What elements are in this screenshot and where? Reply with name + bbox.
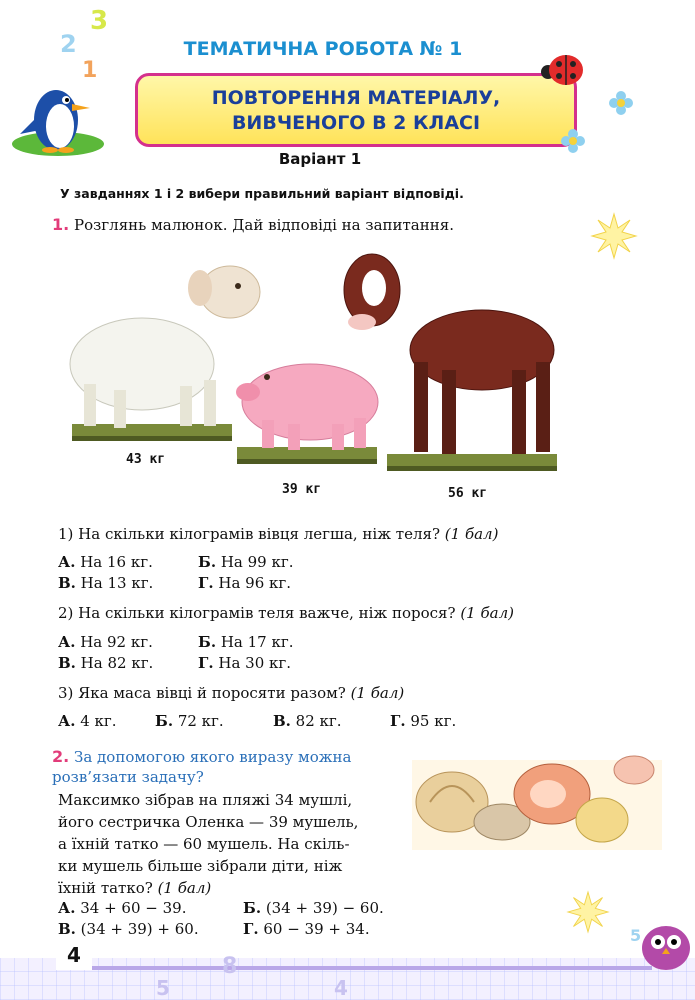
banner-line-2: ВИВЧЕНОГО В 2 КЛАСІ: [231, 112, 481, 134]
variant-label: Варіант 1: [278, 150, 362, 168]
deco-digit: 4: [334, 976, 348, 1000]
deco-digit: 5: [630, 926, 642, 945]
q3-option-a[interactable]: А. 4 кг.: [58, 712, 117, 730]
calf-weight: 56 кг: [448, 486, 488, 501]
question-1-points: (1 бал): [444, 525, 499, 543]
instructions: У завданнях 1 і 2 вибери правильний варіант відповіді.: [60, 186, 464, 201]
animals-illustration: [62, 252, 562, 477]
q3-option-b[interactable]: Б. 72 кг.: [155, 712, 224, 730]
question-2-points: (1 бал): [460, 604, 514, 622]
q3-option-d[interactable]: Г. 95 кг.: [390, 712, 457, 730]
q2-option-c[interactable]: В. На 82 кг.: [58, 654, 154, 672]
task2-option-d[interactable]: Г. 60 − 39 + 34.: [243, 920, 370, 938]
topic-banner: [135, 73, 577, 147]
flower-icon: [560, 128, 586, 154]
task1-prompt: [52, 215, 454, 234]
sun-icon: [592, 214, 636, 258]
question-3: 3) Яка маса вівці й поросяти разом? (1 бал): [58, 684, 405, 702]
task2-number: 2.: [52, 747, 70, 766]
task2-problem-text: Максимко зібрав на пляжі 34 мушлі, його сестричка Оленка — 39 мушель, а їхній татко — 60 мушель. На скіль- ки мушель більше зібрали діти, ніж їхній татко? (1 бал): [58, 791, 359, 897]
sheep-weight: 43 кг: [126, 452, 166, 467]
deco-digit: 8: [222, 954, 238, 979]
task2-option-c[interactable]: В. (34 + 39) + 60.: [58, 920, 199, 938]
q2-option-a[interactable]: А. На 92 кг.: [58, 633, 153, 651]
q2-option-b[interactable]: Б. На 17 кг.: [198, 633, 294, 651]
question-2: 2) На скільки кілограмів теля важче, ніж порося? (1 бал): [58, 604, 514, 622]
deco-digit: 1: [82, 58, 98, 83]
q3-option-c[interactable]: В. 82 кг.: [273, 712, 342, 730]
deco-digit: 3: [90, 6, 109, 36]
question-3-points: (1 бал): [350, 684, 405, 702]
q2-option-d[interactable]: Г. На 30 кг.: [198, 654, 292, 672]
task2-prompt: 2. За допомогою якого виразу можна розв’язати задачу?: [52, 747, 352, 786]
penguin-illustration: [8, 78, 108, 160]
pig-weight: 39 кг: [282, 482, 322, 497]
footer-line: [92, 966, 652, 970]
banner-line-1: ПОВТОРЕННЯ МАТЕРІАЛУ,: [211, 87, 501, 109]
owl-illustration: [640, 918, 692, 972]
task2-points: (1 бал): [157, 879, 212, 897]
task1-number: 1.: [52, 215, 70, 234]
q1-option-a[interactable]: А. На 16 кг.: [58, 553, 153, 571]
page-title: ТЕМАТИЧНА РОБОТА № 1: [183, 38, 463, 60]
q1-option-c[interactable]: В. На 13 кг.: [58, 574, 154, 592]
page-number: 4: [56, 940, 92, 970]
task2-option-b[interactable]: Б. (34 + 39) − 60.: [243, 899, 384, 917]
task1-text: Розглянь малюнок. Дай відповіді на запитання.: [74, 216, 454, 234]
deco-digit: 2: [60, 30, 77, 58]
q1-option-d[interactable]: Г. На 96 кг.: [198, 574, 292, 592]
question-1: 1) На скільки кілограмів вівця легша, ніж теля? (1 бал): [58, 525, 499, 543]
seashells-illustration: [412, 750, 662, 850]
task2-option-a[interactable]: А. 34 + 60 − 39.: [58, 899, 187, 917]
deco-digit: 5: [156, 976, 170, 1000]
flower-icon: [608, 90, 634, 116]
q1-option-b[interactable]: Б. На 99 кг.: [198, 553, 294, 571]
ladybug-illustration: [538, 50, 586, 90]
sun-icon: [568, 892, 608, 932]
